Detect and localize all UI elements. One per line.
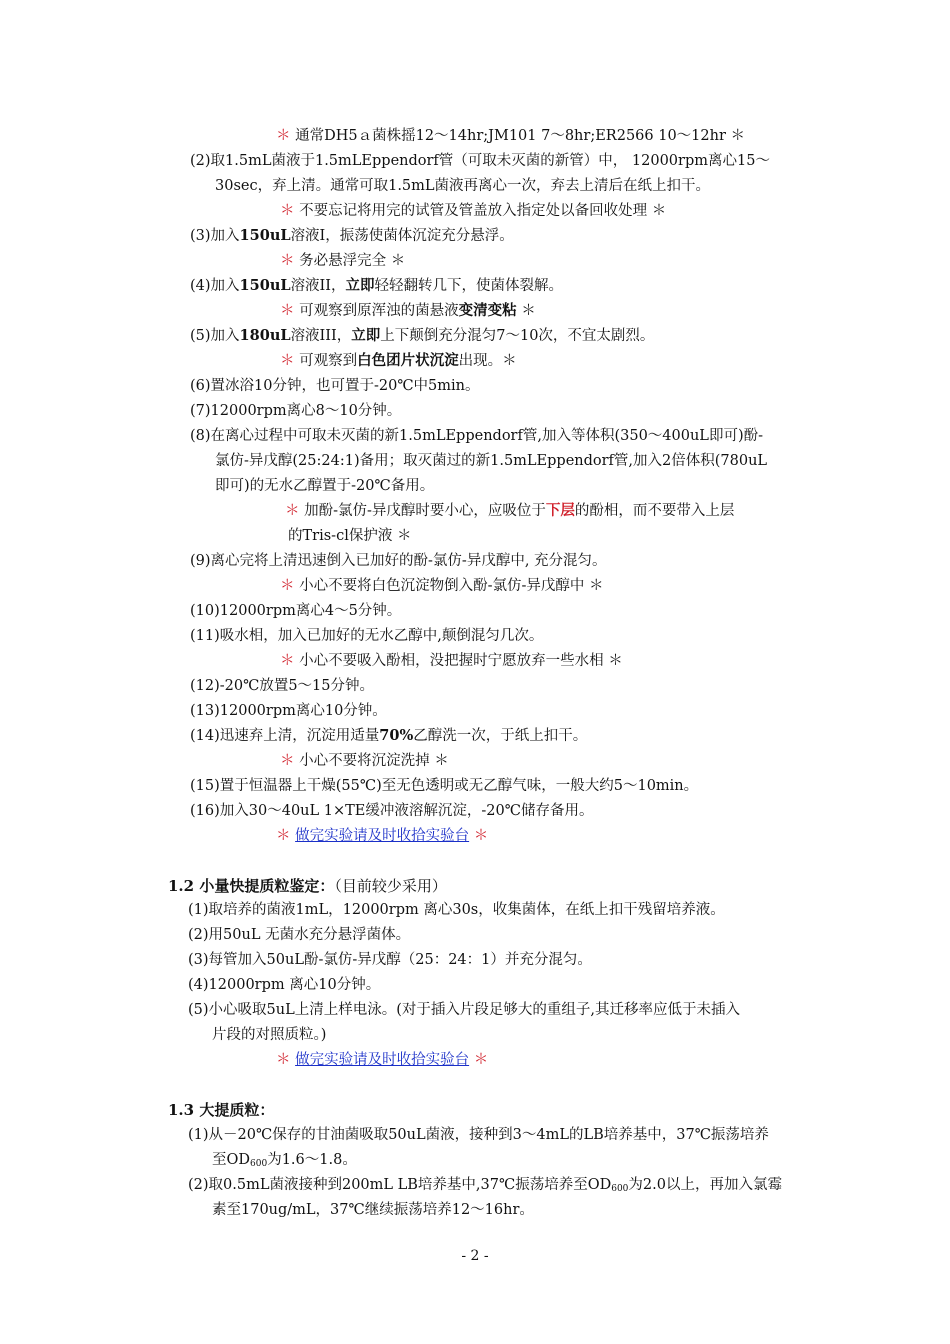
large-step-2-line-2: 素至170ug/mL，37℃继续振荡培养12～16hr。 <box>212 1202 534 1218</box>
step-3: (3)加入150uL溶液I，振荡使菌体沉淀充分悬浮。 <box>190 227 514 244</box>
note-clean-bench-2: ＊ 做完实验请及时收拾实验台 ＊ <box>276 1052 489 1068</box>
step-7: (7)12000rpm离心8～10分钟。 <box>190 403 402 419</box>
step-8-line-3: 即可)的无水乙醇置于-20℃备用。 <box>215 478 435 494</box>
page-number: - 2 - <box>461 1248 489 1264</box>
step-5: (5)加入180uL溶液III，立即上下颠倒充分混匀7～10次，不宜太剧烈。 <box>190 327 655 344</box>
section-1-3-heading: 1.3 大提质粒： <box>168 1101 275 1119</box>
step-13: (13)12000rpm离心10分钟。 <box>190 703 387 719</box>
step-16: (16)加入30～40uL 1×TE缓冲液溶解沉淀，-20℃储存备用。 <box>190 803 594 819</box>
quick-step-3: (3)每管加入50uL酚-氯仿-异戊醇（25：24：1）并充分混匀。 <box>188 952 592 968</box>
section-1-2-heading: 1.2 小量快提质粒鉴定：（目前较少采用） <box>168 877 447 895</box>
step-9: (9)离心完将上清迅速倒入已加好的酚-氯仿-异戊醇中, 充分混匀。 <box>190 553 607 569</box>
large-step-1-line-2: 至$OD_{600}$为1.6～1.8。 <box>212 1152 357 1169</box>
step-2-line-1: (2)取1.5mL菌液于1.5mLEppendorf管（可取未灭菌的新管）中， 12000rpm离心15～ <box>190 153 770 169</box>
step-2-line-2: 30sec，弃上清。通常可取1.5mL菌液再离心一次，弃去上清后在纸上扣干。 <box>215 178 711 194</box>
step-10: (10)12000rpm离心4～5分钟。 <box>190 603 402 619</box>
note-clear-viscous: ＊ 可观察到原浑浊的菌悬液变清变粘 ＊ <box>280 302 536 319</box>
step-11: (11)吸水相，加入已加好的无水乙醇中,颠倒混匀几次。 <box>190 628 544 644</box>
quick-step-2: (2)用50uL 无菌水充分悬浮菌体。 <box>188 927 411 943</box>
quick-step-5-line-2: 片段的对照质粒。) <box>212 1027 327 1043</box>
note-careful-white: ＊ 小心不要将白色沉淀物倒入酚-氯仿-异戊醇中 ＊ <box>280 578 604 594</box>
large-step-1-line-1: (1)从－20℃保存的甘油菌吸取50uL菌液，接种到3～4mL的LB培养基中，37℃振荡培养 <box>188 1127 769 1143</box>
note-suspend: ＊ 务必悬浮完全 ＊ <box>280 253 406 269</box>
note-aqueous-phase: ＊ 小心不要吸入酚相，没把握时宁愿放弃一些水相 ＊ <box>280 653 623 669</box>
quick-step-1: (1)取培养的菌液1mL，12000rpm 离心30s，收集菌体，在纸上扣干残留培养液。 <box>188 902 725 918</box>
note-recycle: ＊ 不要忘记将用完的试管及管盖放入指定处以备回收处理 ＊ <box>280 203 667 219</box>
step-14: (14)迅速弃上清，沉淀用适量70%乙醇洗一次，于纸上扣干。 <box>190 727 588 744</box>
quick-step-5-line-1: (5)小心吸取5uL上清上样电泳。(对于插入片段足够大的重组子,其迁移率应低于未插入 <box>188 1002 740 1018</box>
note-clean-bench: ＊ 做完实验请及时收拾实验台 ＊ <box>276 828 489 844</box>
note-phenol-line-2: 的Tris-cl保护液 ＊ <box>288 528 412 544</box>
step-8-line-1: (8)在离心过程中可取未灭菌的新1.5mLEppendorf管,加入等体积(350～400uL即可)酚- <box>190 428 763 444</box>
quick-step-4: (4)12000rpm 离心10分钟。 <box>188 977 381 993</box>
large-step-2-line-1: (2)取0.5mL菌液接种到200mL LB培养基中,37℃振荡培养至$OD_{600}$为2.0以上，再加入氯霉 <box>188 1177 782 1194</box>
step-12: (12)-20℃放置5～15分钟。 <box>190 678 375 694</box>
note-white-precipitate: ＊ 可观察到白色团片状沉淀出现。＊ <box>280 352 517 369</box>
step-15: (15)置于恒温器上干燥(55℃)至无色透明或无乙醇气味，一般大约5～10min。 <box>190 778 699 794</box>
step-6: (6)置冰浴10分钟，也可置于-20℃中5min。 <box>190 378 480 394</box>
step-4: (4)加入150uL溶液II，立即轻轻翻转几下，使菌体裂解。 <box>190 277 564 294</box>
note-strain-time: ＊ 通常DH5ａ菌株摇12～14hr;JM101 7～8hr;ER2566 10～12hr ＊ <box>276 128 746 144</box>
step-8-line-2: 氯仿-异戊醇(25:24:1)备用；取灭菌过的新1.5mLEppendorf管,加入2倍体积(780uL <box>215 453 768 469</box>
note-phenol-line-1: ＊ 加酚-氯仿-异戊醇时要小心，应吸位于下层的酚相，而不要带入上层 <box>285 502 735 519</box>
note-wash: ＊ 小心不要将沉淀洗掉 ＊ <box>280 753 449 769</box>
